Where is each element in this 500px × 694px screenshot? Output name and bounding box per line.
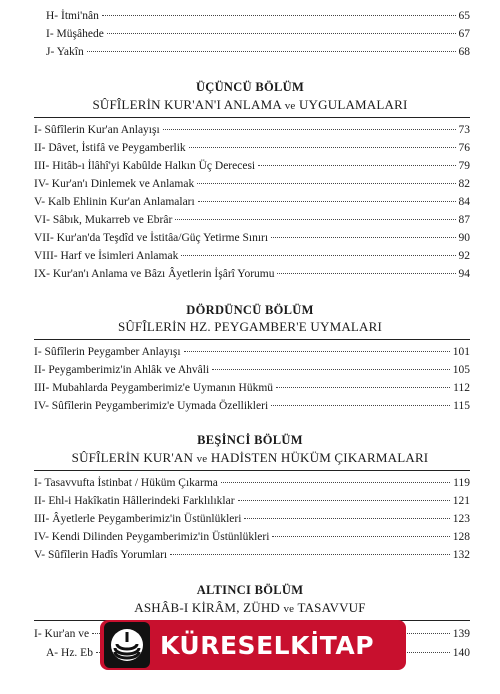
toc-entry-page: 94 bbox=[458, 268, 470, 280]
toc-entry-title: V- Kalb Ehlinin Kur'an Anlamaları bbox=[34, 196, 195, 208]
dot-leader bbox=[221, 482, 450, 483]
toc-entry-title: I- Tasavvufta İstinbat / Hüküm Çıkarma bbox=[34, 477, 218, 489]
section-rule bbox=[34, 117, 470, 118]
toc-entry bbox=[46, 8, 470, 24]
toc-entry bbox=[46, 44, 470, 60]
toc-entry-page: 119 bbox=[453, 477, 470, 489]
toc-entry bbox=[34, 122, 470, 138]
section-title-part: ASHÂB-I KİRÂM, ZÜHD bbox=[134, 600, 280, 615]
toc-entry-title: II- Dâvet, İstifâ ve Peygamberlik bbox=[34, 142, 186, 154]
toc-entry-page: 90 bbox=[458, 232, 470, 244]
section-title-part: UYGULAMALARI bbox=[298, 97, 408, 112]
toc-entry bbox=[46, 26, 470, 42]
toc-entry-page: 82 bbox=[458, 178, 470, 190]
toc-entry-page: 101 bbox=[452, 346, 470, 358]
toc-entry-title: VII- Kur'an'da Teşdîd ve İstitâa/Güç Yetirme Sınırı bbox=[34, 232, 269, 244]
toc-entry-title: V- Sûfîlerin Hadîs Yorumları bbox=[34, 549, 168, 561]
toc-entry-title: II- Ehl-i Hakîkatin Hâllerindeki Farklılıklar bbox=[34, 495, 235, 507]
toc-entry-title: III- Mubahlarda Peygamberimiz'e Uymanın Hükmü bbox=[34, 382, 274, 394]
section-title-conj: ve bbox=[283, 603, 295, 615]
toc-entry bbox=[34, 230, 470, 246]
dot-leader bbox=[170, 554, 450, 555]
section-title-conj: ve bbox=[196, 453, 208, 465]
toc-entry-page: 87 bbox=[458, 214, 470, 226]
toc-entry-page: 123 bbox=[452, 513, 470, 525]
toc-entry-title: III- Hitâb-ı İlâhî'yi Kabûlde Halkın Üç Derecesi bbox=[34, 160, 256, 172]
dot-leader bbox=[184, 351, 450, 352]
toc-entry bbox=[34, 547, 470, 563]
toc-entry-title: IV- Kur'an'ı Dinlemek ve Anlamak bbox=[34, 178, 195, 190]
dot-leader bbox=[271, 237, 455, 238]
toc-entry-page: 92 bbox=[458, 250, 470, 262]
dot-leader bbox=[277, 273, 455, 274]
toc-entry bbox=[34, 475, 470, 491]
section-rule bbox=[34, 339, 470, 340]
toc-entry-page: 73 bbox=[458, 124, 470, 136]
dot-leader bbox=[271, 405, 450, 406]
toc-entry bbox=[34, 344, 470, 360]
section-title bbox=[0, 319, 500, 335]
toc-entry-title: IX- Kur'an'ı Anlama ve Bâzı Âyetlerin İşârî Yorumu bbox=[34, 268, 275, 280]
section-title-part: SÛFÎLERİN HZ. PEYGAMBER'E UYMALARI bbox=[117, 319, 383, 334]
dot-leader bbox=[189, 147, 456, 148]
toc-entry bbox=[34, 140, 470, 156]
dot-leader bbox=[102, 15, 456, 16]
toc-entry-title: I- Kur'an ve bbox=[34, 628, 90, 640]
toc-entry bbox=[34, 493, 470, 509]
section-title-conj: ve bbox=[284, 100, 296, 112]
section-label: ÜÇÜNCÜ BÖLÜM bbox=[195, 80, 305, 94]
toc-entry bbox=[34, 511, 470, 527]
dot-leader bbox=[258, 165, 455, 166]
dot-leader bbox=[238, 500, 450, 501]
toc-entry bbox=[34, 266, 470, 282]
toc-entry bbox=[34, 529, 470, 545]
toc-entry-page: 128 bbox=[452, 531, 470, 543]
dot-leader bbox=[181, 255, 455, 256]
toc-entry-title: III- Âyetlerle Peygamberimiz'in Üstünlükleri bbox=[34, 513, 242, 525]
toc-entry-title: IV- Sûfîlerin Peygamberimiz'e Uymada Özellikleri bbox=[34, 400, 269, 412]
dot-leader bbox=[197, 183, 455, 184]
toc-entry-page: 112 bbox=[453, 382, 470, 394]
section-label: ALTINCI BÖLÜM bbox=[196, 583, 304, 597]
dot-leader bbox=[212, 369, 450, 370]
toc-entry bbox=[34, 158, 470, 174]
toc-entry-page: 105 bbox=[452, 364, 470, 376]
toc-entry bbox=[34, 398, 470, 414]
toc-entry-title: H- İtmi'nân bbox=[46, 10, 99, 22]
toc-entry-title: I- Sûfîlerin Kur'an Anlayışı bbox=[34, 124, 160, 136]
section-title bbox=[0, 97, 500, 113]
toc-entry bbox=[34, 212, 470, 228]
section-title bbox=[0, 450, 500, 466]
toc-entry-title: VI- Sâbık, Mukarreb ve Ebrâr bbox=[34, 214, 173, 226]
dot-leader bbox=[276, 387, 450, 388]
dot-leader bbox=[163, 129, 456, 130]
toc-entry bbox=[34, 362, 470, 378]
toc-entry-page: 76 bbox=[458, 142, 470, 154]
toc-entry-title: VIII- Harf ve İsimleri Anlamak bbox=[34, 250, 179, 262]
section-label: DÖRDÜNCÜ BÖLÜM bbox=[186, 303, 314, 317]
toc-entry-page: 67 bbox=[458, 28, 470, 40]
section-title-part: SÛFÎLERİN KUR'AN bbox=[71, 450, 194, 465]
watermark-logo bbox=[100, 620, 406, 670]
toc-entry-title: IV- Kendi Dilinden Peygamberimiz'in Üstünlükleri bbox=[34, 531, 270, 543]
toc-entry-page: 132 bbox=[452, 549, 470, 561]
toc-entry-title: I- Müşâhede bbox=[46, 28, 104, 40]
logo-emblem-icon bbox=[104, 622, 150, 668]
section-title bbox=[0, 600, 500, 616]
toc-entry bbox=[34, 176, 470, 192]
toc-entry-page: 121 bbox=[452, 495, 470, 507]
toc-entry-page: 65 bbox=[458, 10, 470, 22]
toc-entry-title: I- Sûfîlerin Peygamber Anlayışı bbox=[34, 346, 181, 358]
section-title-part: TASAVVUF bbox=[297, 600, 366, 615]
toc-entry-page: 68 bbox=[458, 46, 470, 58]
toc-entry-title: II- Peygamberimiz'in Ahlâk ve Ahvâli bbox=[34, 364, 210, 376]
toc-entry-title: A- Hz. Eb bbox=[46, 647, 93, 659]
dot-leader bbox=[244, 518, 449, 519]
toc-entry bbox=[34, 380, 470, 396]
dot-leader bbox=[175, 219, 455, 220]
toc-entry-page: 140 bbox=[452, 647, 470, 659]
section-title-part: SÛFÎLERİN KUR'AN'I ANLAMA bbox=[92, 97, 282, 112]
dot-leader bbox=[107, 33, 456, 34]
toc-entry bbox=[34, 194, 470, 210]
toc-entry-page: 84 bbox=[458, 196, 470, 208]
section-rule bbox=[34, 470, 470, 471]
toc-entry bbox=[34, 248, 470, 264]
dot-leader bbox=[87, 51, 456, 52]
logo-text: KÜRESELKİTAP bbox=[160, 630, 375, 660]
dot-leader bbox=[198, 201, 456, 202]
toc-entry-title: J- Yakîn bbox=[46, 46, 84, 58]
section-title-part: HADİSTEN HÜKÜM ÇIKARMALARI bbox=[210, 450, 429, 465]
toc-entry-page: 139 bbox=[452, 628, 470, 640]
toc-entry-page: 79 bbox=[458, 160, 470, 172]
toc-entry-page: 115 bbox=[453, 400, 470, 412]
section-label: BEŞİNCİ BÖLÜM bbox=[197, 433, 303, 447]
dot-leader bbox=[272, 536, 449, 537]
